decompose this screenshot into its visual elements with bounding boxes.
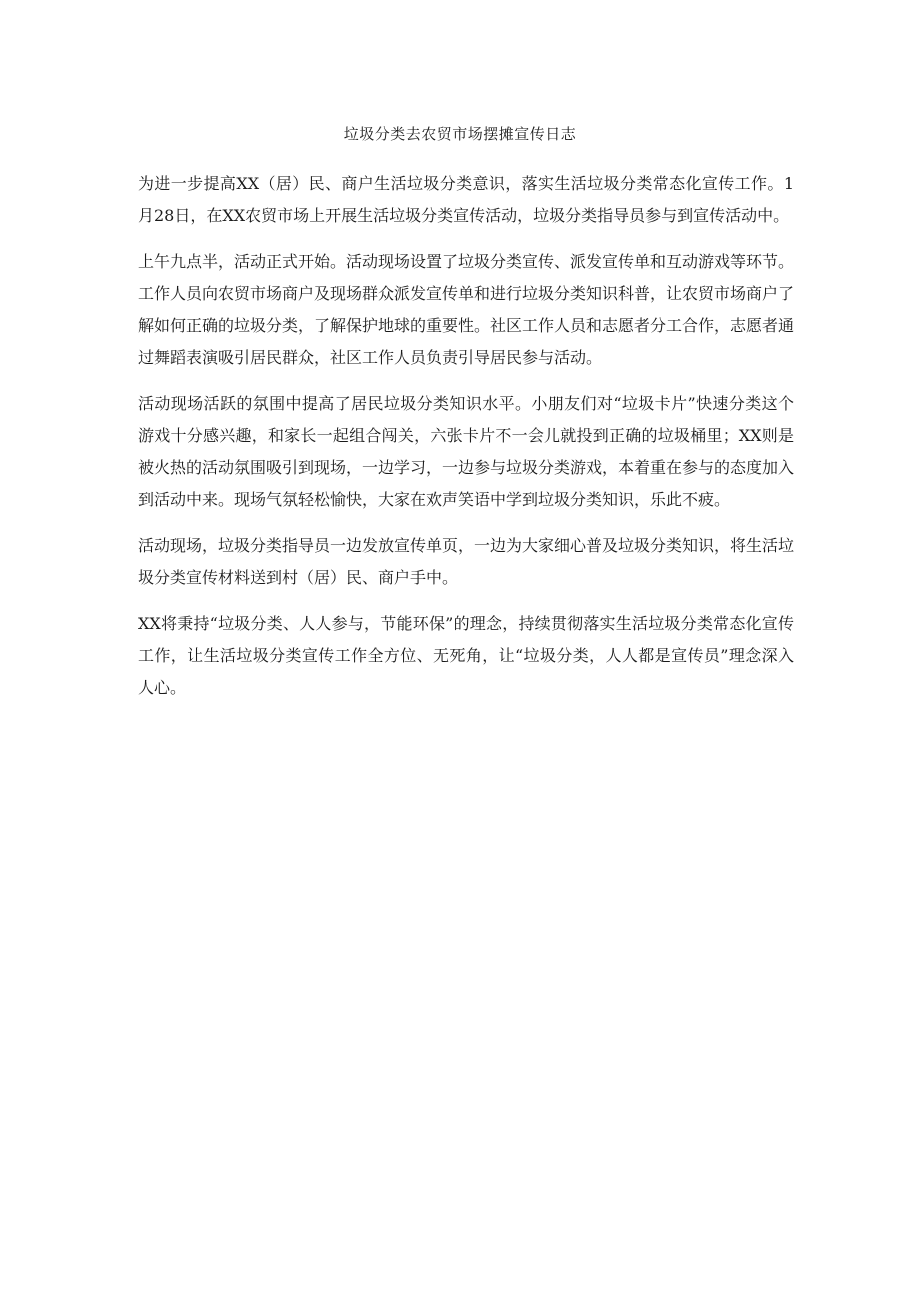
paragraph-1: 为进一步提高XX（居）民、商户生活垃圾分类意识，落实生活垃圾分类常态化宣传工作。1月28日，在XX农贸市场上开展生活垃圾分类宣传活动，垃圾分类指导员参与到宣传活动中。 (138, 174, 794, 225)
document-body (138, 168, 794, 718)
paragraph-3: 活动现场活跃的氛围中提高了居民垃圾分类知识水平。小朋友们对“垃圾卡片”快速分类这个游戏十分感兴趣，和家长一起组合闯关，六张卡片不一会儿就投到正确的垃圾桶里；XX则是被火热的活动氛围吸引到现场，一边学习，一边参与垃圾分类游戏，本着重在参与的态度加入到活动中来。现场气氛轻松愉快，大家在欢声笑语中学到垃圾分类知识，乐此不疲。 (138, 394, 795, 509)
paragraph-2: 上午九点半，活动正式开始。活动现场设置了垃圾分类宣传、派发宣传单和互动游戏等环节。工作人员向农贸市场商户及现场群众派发宣传单和进行垃圾分类知识科普，让农贸市场商户了解如何正确的垃圾分类，了解保护地球的重要性。社区工作人员和志愿者分工合作，志愿者通过舞蹈表演吸引居民群众，社区工作人员负责引导居民参与活动。 (138, 252, 795, 367)
document-title: 垃圾分类去农贸市场摆摊宣传日志 (343, 125, 577, 143)
paragraph-5: XX将秉持“垃圾分类、人人参与，节能环保”的理念，持续贯彻落实生活垃圾分类常态化宣传工作，让生活垃圾分类宣传工作全方位、无死角，让“垃圾分类，人人都是宣传员”理念深入人心。 (138, 614, 794, 697)
paragraph-4: 活动现场，垃圾分类指导员一边发放宣传单页，一边为大家细心普及垃圾分类知识，将生活垃圾分类宣传材料送到村（居）民、商户手中。 (138, 536, 795, 587)
